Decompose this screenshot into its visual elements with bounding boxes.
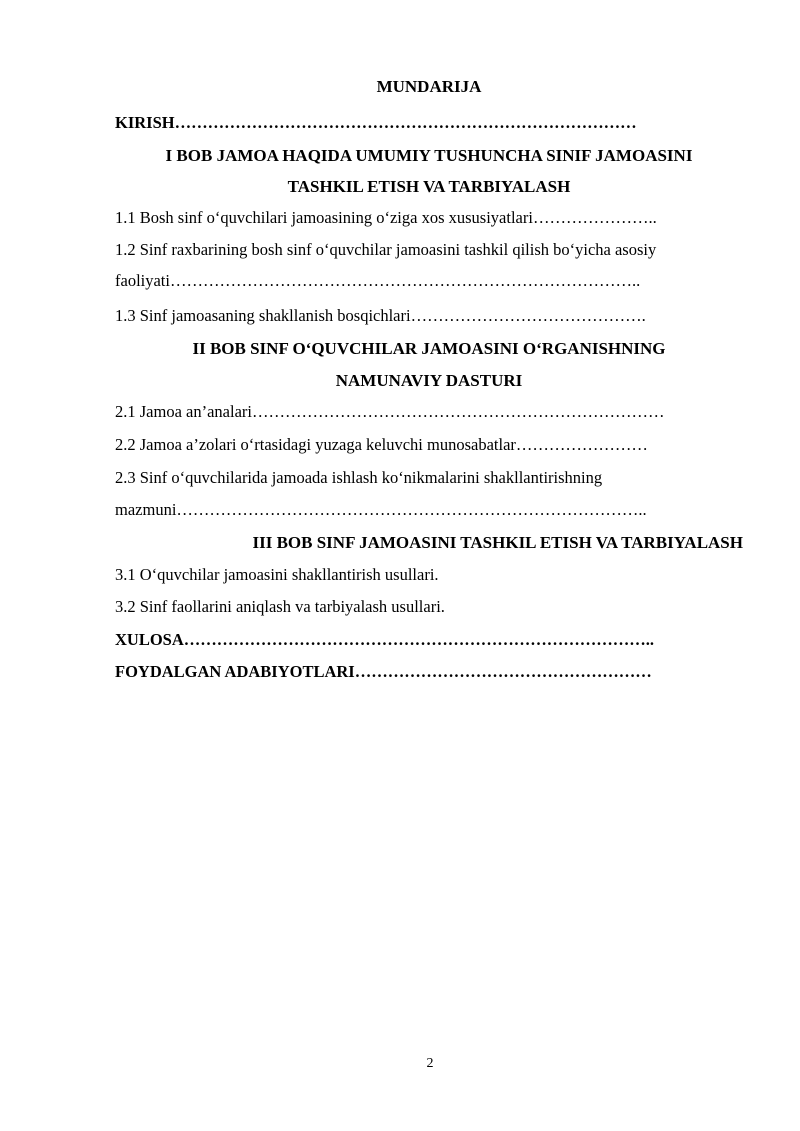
toc-chapter-1-heading-line-2: TASHKIL ETISH VA TARBIYALASH	[287, 177, 571, 196]
toc-chapter-2-heading-line-1: II BOB SINF O‘QUVCHILAR JAMOASINI O‘RGANISHNING	[192, 339, 666, 358]
toc-entry-2-2: 2.2 Jamoa a’zolari o‘rtasidagi yuzaga keluvchi munosabatlar……………………	[115, 435, 648, 454]
toc-chapter-1-heading-line-1: I BOB JAMOA HAQIDA UMUMIY TUSHUNCHA SINIF JAMOASINI	[165, 146, 693, 165]
toc-chapter-2-heading-line-2: NAMUNAVIY DASTURI	[335, 371, 523, 390]
toc-entry-intro: KIRISH…………………………………………………………………………	[115, 113, 637, 132]
page-number: 2	[426, 1056, 434, 1071]
page-title: MUNDARIJA	[376, 77, 482, 96]
toc-entry-3-2: 3.2 Sinf faollarini aniqlash va tarbiyalash usullari.	[115, 597, 445, 616]
toc-entry-1-2-line-2: faoliyati…………………………………………………………………………..	[115, 271, 641, 290]
toc-entry-3-1: 3.1 O‘quvchilar jamoasini shakllantirish usullari.	[115, 565, 439, 584]
toc-entry-1-2-line-1: 1.2 Sinf raxbarining bosh sinf o‘quvchilar jamoasini tashkil qilish bo‘yicha asosiy	[115, 240, 657, 259]
toc-entry-2-3-line-2: mazmuni…………………………………………………………………………..	[115, 500, 647, 519]
toc-entry-2-3-line-1: 2.3 Sinf o‘quvchilarida jamoada ishlash ko‘nikmalarini shakllantirishning	[115, 468, 603, 487]
toc-entry-conclusion: XULOSA…………………………………………………………………………..	[115, 630, 655, 649]
toc-entry-references: FOYDALGAN ADABIYOTLARI………………………………………………	[115, 662, 652, 681]
toc-entry-1-3: 1.3 Sinf jamoasaning shakllanish bosqichlari…………………………………….	[115, 306, 646, 325]
toc-chapter-3-heading: III BOB SINF JAMOASINI TASHKIL ETISH VA TARBIYALASH	[252, 533, 743, 552]
toc-entry-1-1: 1.1 Bosh sinf o‘quvchilari jamoasining o‘ziga xos xususiyatlari…………………..	[115, 208, 657, 227]
toc-entry-2-1: 2.1 Jamoa an’analari…………………………………………………………………	[115, 402, 665, 421]
